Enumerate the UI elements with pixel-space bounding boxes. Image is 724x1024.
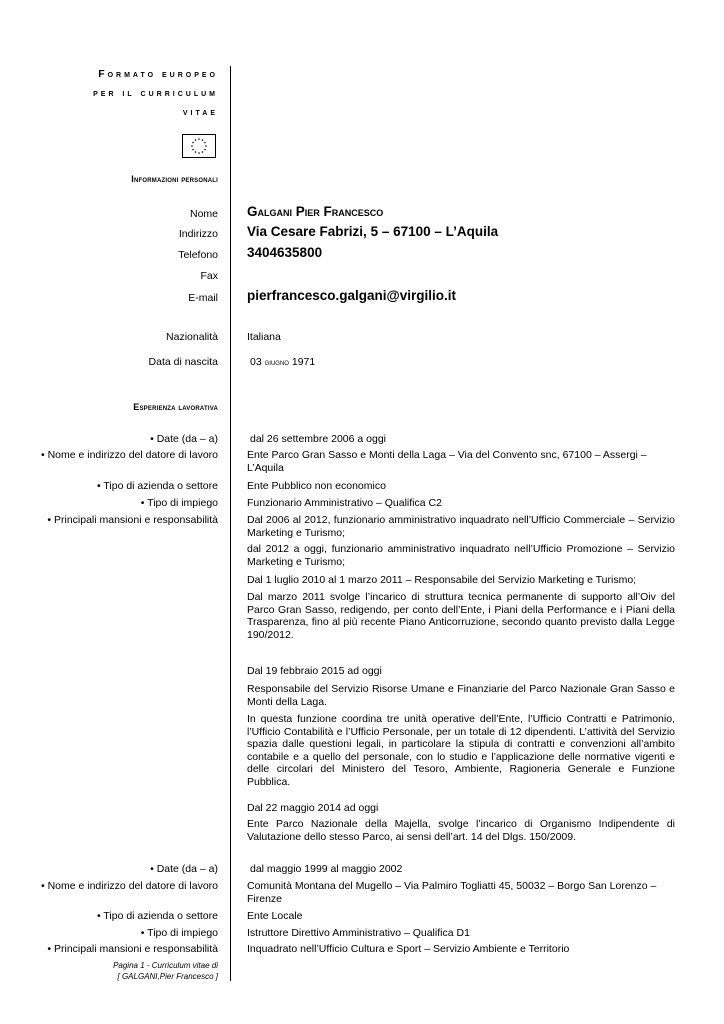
duty-job1-2: dal 2012 a oggi, funzionario amministrativo inquadrato nell’Ufficio Promozione – Servizio Marketing e Turismo; bbox=[247, 543, 675, 568]
value-indirizzo: Via Cesare Fabrizi, 5 – 67100 – L’Aquila bbox=[247, 224, 499, 239]
label-sector-job1: • Tipo di azienda o settore bbox=[96, 480, 218, 492]
value-type-job1: Funzionario Amministrativo – Qualifica C2 bbox=[247, 497, 442, 509]
label-date-job1: • Date (da – a) bbox=[150, 433, 218, 445]
label-data-nascita: Data di nascita bbox=[148, 356, 218, 368]
value-email[interactable]: pierfrancesco.galgani@virgilio.it bbox=[247, 288, 456, 303]
duty-job1-8: Dal 22 maggio 2014 ad oggi bbox=[247, 802, 379, 814]
value-data-nascita bbox=[250, 356, 678, 369]
label-duties-job1: • Principali mansioni e responsabilità bbox=[47, 514, 218, 526]
value-duties-job2: Inquadrato nell’Ufficio Cultura e Sport – Servizio Ambiente e Territorio bbox=[247, 943, 570, 955]
label-type-job2: • Tipo di impiego bbox=[140, 927, 218, 939]
cv-format-title-line3: vitae bbox=[182, 106, 218, 118]
column-divider bbox=[230, 66, 231, 981]
label-fax: Fax bbox=[200, 270, 218, 282]
birth-day: 03 bbox=[250, 356, 262, 368]
duty-job1-3: Dal 1 luglio 2010 al 1 marzo 2011 – Responsabile del Servizio Marketing e Turismo; bbox=[247, 574, 637, 586]
duty-job1-1: Dal 2006 al 2012, funzionario amministrativo inquadrato nell’Ufficio Commerciale – Servizio Marketing e Turismo; bbox=[247, 514, 675, 539]
value-date-job2: dal maggio 1999 al maggio 2002 bbox=[250, 863, 403, 875]
label-duties-job2: • Principali mansioni e responsabilità bbox=[47, 943, 218, 955]
label-date-job2: • Date (da – a) bbox=[150, 863, 218, 875]
section-title-personal-info: Informazioni personali bbox=[131, 174, 218, 184]
cv-format-title-line2: per il curriculum bbox=[93, 87, 218, 99]
label-nome: Nome bbox=[189, 208, 218, 220]
label-type-job1: • Tipo di impiego bbox=[140, 497, 218, 509]
value-telefono: 3404635800 bbox=[247, 245, 323, 260]
label-employer-job2: • Nome e indirizzo del datore di lavoro bbox=[40, 880, 218, 892]
label-sector-job2: • Tipo di azienda o settore bbox=[96, 910, 218, 922]
footer-page-line1: Pagina 1 - Curriculum vitae di bbox=[113, 961, 218, 970]
label-employer-job1: • Nome e indirizzo del datore di lavoro bbox=[40, 449, 218, 461]
birth-month: giugno bbox=[264, 357, 289, 367]
duty-job1-6: Responsabile del Servizio Risorse Umane e Finanziarie del Parco Nazionale Gran Sasso e Monti della Laga. bbox=[247, 683, 675, 708]
duty-job1-5: Dal 19 febbraio 2015 ad oggi bbox=[247, 665, 382, 677]
section-title-experience: Esperienza lavorativa bbox=[133, 402, 218, 412]
birth-year: 1971 bbox=[291, 356, 316, 368]
duty-job1-9: Ente Parco Nazionale della Majella, svolge l’incarico di Organismo Indipendente di Valutazione dello stesso Parco, ai sensi dell’art. 14 del Dlgs. 150/2009. bbox=[247, 818, 675, 843]
label-nazionalita: Nazionalità bbox=[166, 331, 218, 343]
value-type-job2: Istruttore Direttivo Amministrativo – Qualifica D1 bbox=[247, 927, 470, 939]
duty-job1-7: In questa funzione coordina tre unità operative dell’Ente, l’Ufficio Contratti e Patrimonio, l’Ufficio Contabilità e l’Ufficio Personale, per un totale di 12 dipendenti. L’attività del Servizio spazia dalle questioni legali, in particolare la stipula di contratti e convenzioni all’ambito contabile e a quello del personale, con lo studio e l’applicazione delle normative vigenti e delle circolari del Ministero del Tesoro, Ambiente, Ragioneria Generale e Funzione Pubblica. bbox=[247, 713, 675, 788]
value-nome: Galgani Pier Francesco bbox=[247, 204, 384, 219]
label-indirizzo: Indirizzo bbox=[178, 228, 218, 240]
value-employer-job1: Ente Parco Gran Sasso e Monti della Laga – Via del Convento snc, 67100 – Assergi – L’Aquila bbox=[247, 449, 647, 474]
duty-job1-4: Dal marzo 2011 svolge l’incarico di struttura tecnica permanente di supporto all’Oiv del Parco Gran Sasso, redigendo, per conto dell’Ente, i Piani della Performance e i Piani della Trasparenza, fino al più recente Piano Anticorruzione, secondo quanto previsto dalla Legge 190/2012. bbox=[247, 591, 675, 641]
value-sector-job2: Ente Locale bbox=[247, 910, 303, 922]
value-nazionalita: Italiana bbox=[247, 331, 281, 343]
cv-format-title-line1: Formato europeo bbox=[98, 68, 218, 80]
label-email: E-mail bbox=[188, 292, 218, 304]
label-telefono: Telefono bbox=[178, 249, 218, 261]
footer-page-line2: [ GALGANI,Pier Francesco ] bbox=[117, 972, 218, 981]
value-sector-job1: Ente Pubblico non economico bbox=[247, 480, 386, 492]
value-employer-job2: Comunità Montana del Mugello – Via Palmiro Togliatti 45, 50032 – Borgo San Lorenzo – Firenze bbox=[247, 880, 657, 905]
eu-flag-logo bbox=[182, 134, 216, 158]
value-date-job1: dal 26 settembre 2006 a oggi bbox=[250, 433, 387, 445]
eu-stars-icon bbox=[183, 135, 215, 157]
